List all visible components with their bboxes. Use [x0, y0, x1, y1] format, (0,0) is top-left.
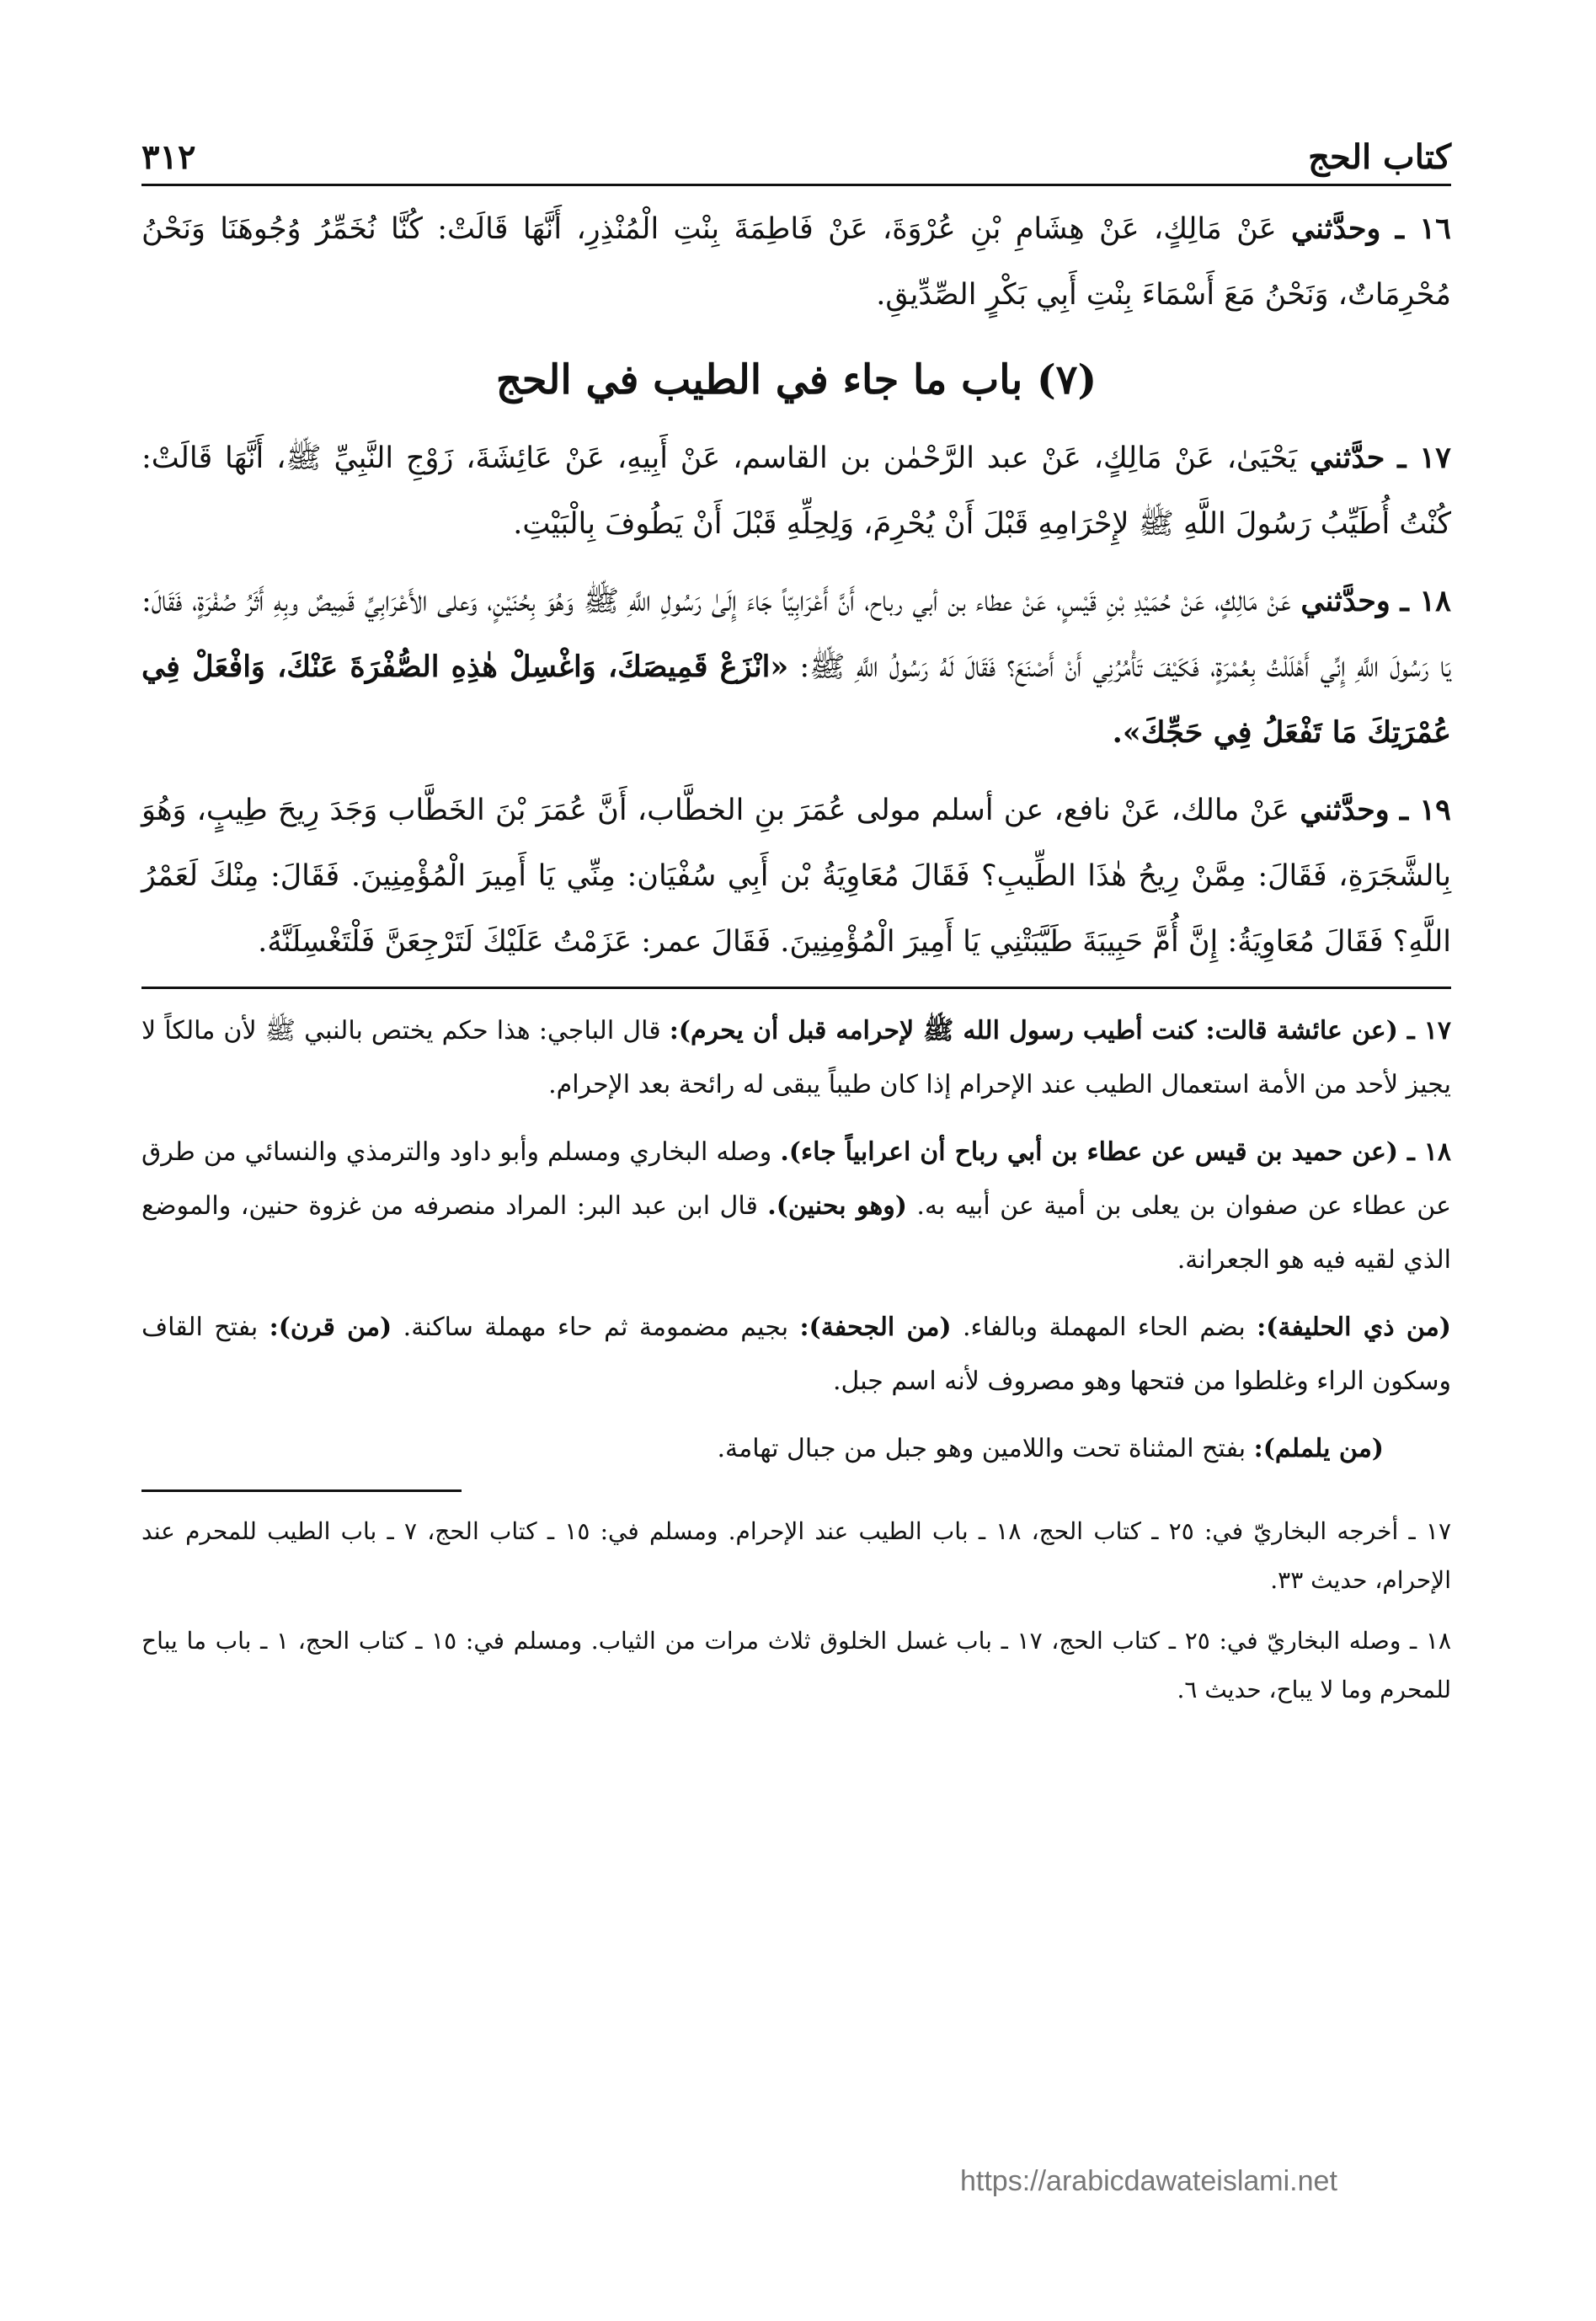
commentary-miqat [141, 1301, 1451, 1409]
hadith-text: عَنْ مَالِكٍ، عَنْ هِشَامِ بْنِ عُرْوَةَ، عَنْ فَاطِمَةَ بِنْتِ الْمُنْذِرِ، أَنَّهَا قَالَتْ: كُنَّا نُخَمِّرُ وُجُوهَنَا وَنَحْنُ مُحْرِمَاتٌ، وَنَحْنُ مَعَ أَسْمَاءَ بِنْتِ أَبِي بَكْرٍ الصِّدِّيقِ. [141, 212, 1451, 312]
term-text: بضم الحاء المهملة وبالفاء. [963, 1313, 1246, 1342]
commentary [141, 1004, 1451, 1476]
hadith-lead: وحدَّثني [1290, 211, 1381, 246]
page-number: ٣١٢ [141, 137, 196, 177]
watermark-url: https://arabicdawateislami.net [960, 2165, 1337, 2197]
hadith-number: ١٦ ـ [1395, 211, 1451, 246]
commentary-text: وصله البخاري ومسلم وأبو داود والترمذي والنسائي من طرق عن عطاء عن صفوان بن يعلى بن أمية عن أبيه به. [141, 1137, 1451, 1221]
hadith-lead: حدَّثني [1309, 441, 1385, 475]
commentary-heading: ١٨ ـ (عن حميد بن قيس عن عطاء بن أبي رباح أن اعرابياً جاء). [780, 1137, 1451, 1167]
book-title: كتاب الحج [1308, 137, 1451, 177]
footnote-divider [141, 1489, 462, 1492]
hadith-lead: وحدَّثني [1300, 584, 1390, 618]
running-header [141, 110, 1451, 186]
hadith-19 [141, 778, 1451, 975]
hadith-text: يَحْيَىٰ، عَنْ مَالِكٍ، عَنْ عبد الرَّحْمٰن بن القاسم، عَنْ أَبِيهِ، عَنْ عَائِشَةَ، زَوْجِ النَّبِيِّ ﷺ، أَنَّهَا قَالَتْ: كُنْتُ أُطَيِّبُ رَسُولَ اللَّهِ ﷺ لإِحْرَامِهِ قَبْلَ أَنْ يُحْرِمَ، وَلِحِلِّهِ قَبْلَ أَنْ يَطُوفَ بِالْبَيْتِ. [141, 441, 1451, 541]
term-juhfa: (من الجحفة): [799, 1313, 952, 1342]
document-page [141, 110, 1451, 2292]
chapter-heading: (٧) باب ما جاء في الطيب في الحج [495, 356, 1097, 404]
hadith-lead: وحدَّثني [1300, 793, 1390, 827]
hadith-number: ١٧ ـ [1397, 441, 1451, 475]
commentary-text: قال ابن عبد البر: المراد منصرفه من غزوة حنين، والموضع الذي لقيه فيه هو الجعرانة. [141, 1191, 1451, 1275]
hadith-18 [141, 569, 1451, 766]
term-qarn: (من قرن): [269, 1313, 392, 1342]
reference-18: ١٨ ـ وصله البخاريّ في: ٢٥ ـ كتاب الحج، ١٧ ـ باب غسل الخلوق ثلاث مرات من الثياب. ومسلم في: ١٥ ـ كتاب الحج، ١ ـ باب ما يباح للمحرم وما لا يباح، حديث ٦. [141, 1627, 1451, 1703]
hadith-text: عَنْ مَالِكٍ، عَنْ حُمَيْدِ بْنِ قَيْسٍ، عَنْ عطاء بن أبي رباح، أَنَّ أَعْرَابِيّاً جَاءَ إِلَىٰ رَسُولِ اللَّهِ ﷺ وَهُوَ بِحُنَيْنٍ، وَعلى الأَعْرَابِيِّ قَمِيصٌ وبِهِ أَثَرُ صُفْرَةٍ، فَقَالَ: يَا رَسُولَ اللَّهِ إِنِّي أَهْلَلْتُ بِعُمْرَةٍ، فَكَيْفَ تَأْمُرُنِي أَنْ أَصْنَعَ؟ فَقَالَ لَهُ رَسُولُ اللَّهِ ﷺ: [141, 585, 1451, 684]
hadith-number: ١٩ ـ [1399, 793, 1451, 827]
hadith-number: ١٨ ـ [1400, 584, 1451, 618]
commentary-17 [141, 1004, 1451, 1112]
hadith-17 [141, 425, 1451, 557]
hadith-16 [141, 196, 1451, 328]
term-yalamlam: (من يلملم): [1253, 1434, 1384, 1463]
term-text: بجيم مضمومة ثم حاء مهملة ساكنة. [403, 1313, 789, 1342]
references [141, 1507, 1451, 1714]
commentary-18 [141, 1126, 1451, 1287]
hadith-section [141, 196, 1451, 975]
reference-17: ١٧ ـ أخرجه البخاريّ في: ٢٥ ـ كتاب الحج، ١٨ ـ باب الطيب عند الإحرام. ومسلم في: ١٥ ـ كتاب الحج، ٧ ـ باب الطيب للمحرم عند الإحرام، حديث ٣٣. [141, 1517, 1451, 1594]
commentary-yalamlam [141, 1422, 1451, 1476]
commentary-text: قال الباجي: هذا حكم يختص بالنبي ﷺ لأن مالكاً لا يجيز لأحد من الأمة استعمال الطيب عند الإحرام إذا كان طيباً يبقى له رائحة بعد الإحرام. [141, 1016, 1451, 1099]
commentary-heading: ١٧ ـ (عن عائشة قالت: كنت أطيب رسول الله ﷺ لإحرامه قبل أن يحرم): [669, 1016, 1451, 1046]
term-dhul-hulayfa: (من ذي الحليفة): [1257, 1313, 1451, 1342]
term-text: بفتح المثناة تحت واللامين وهو جبل من جبال تهامة. [717, 1434, 1246, 1463]
prophetic-quote: «انْزَعْ قَمِيصَكَ، وَاغْسِلْ هٰذِهِ الصُّفْرَةَ عَنْكَ، وَافْعَلْ فِي عُمْرَتِكَ مَا تَفْعَلُ فِي حَجِّكَ». [141, 650, 1451, 750]
section-divider [141, 987, 1451, 989]
term-text: بفتح القاف وسكون الراء وغلطوا من فتحها وهو مصروف لأنه اسم جبل. [141, 1313, 1451, 1396]
commentary-subheading: (وهو بحنين). [767, 1191, 907, 1221]
hadith-text: عَنْ مالك، عَنْ نافع، عن أسلم مولى عُمَرَ بنِ الخطَّاب، أَنَّ عُمَرَ بْنَ الخَطَّاب وَجَدَ رِيحَ طِيبٍ، وَهُوَ بِالشَّجَرَةِ، فَقَالَ: مِمَّنْ رِيحُ هٰذَا الطِّيبِ؟ فَقَالَ مُعَاوِيَةُ بْن أَبِي سُفْيَان: مِنِّي يَا أَمِيرَ الْمُؤْمِنِينَ. فَقَالَ: مِنْكَ لَعَمْرُ اللَّهِ؟ فَقَالَ مُعَاوِيَةُ: إِنَّ أُمَّ حَبِيبَةَ طَيَّبَتْنِي يَا أَمِيرَ الْمُؤْمِنِينَ. فَقَالَ عمر: عَزَمْتُ عَلَيْكَ لَتَرْجِعَنَّ فَلْتَغْسِلَنَّهُ. [141, 794, 1451, 959]
